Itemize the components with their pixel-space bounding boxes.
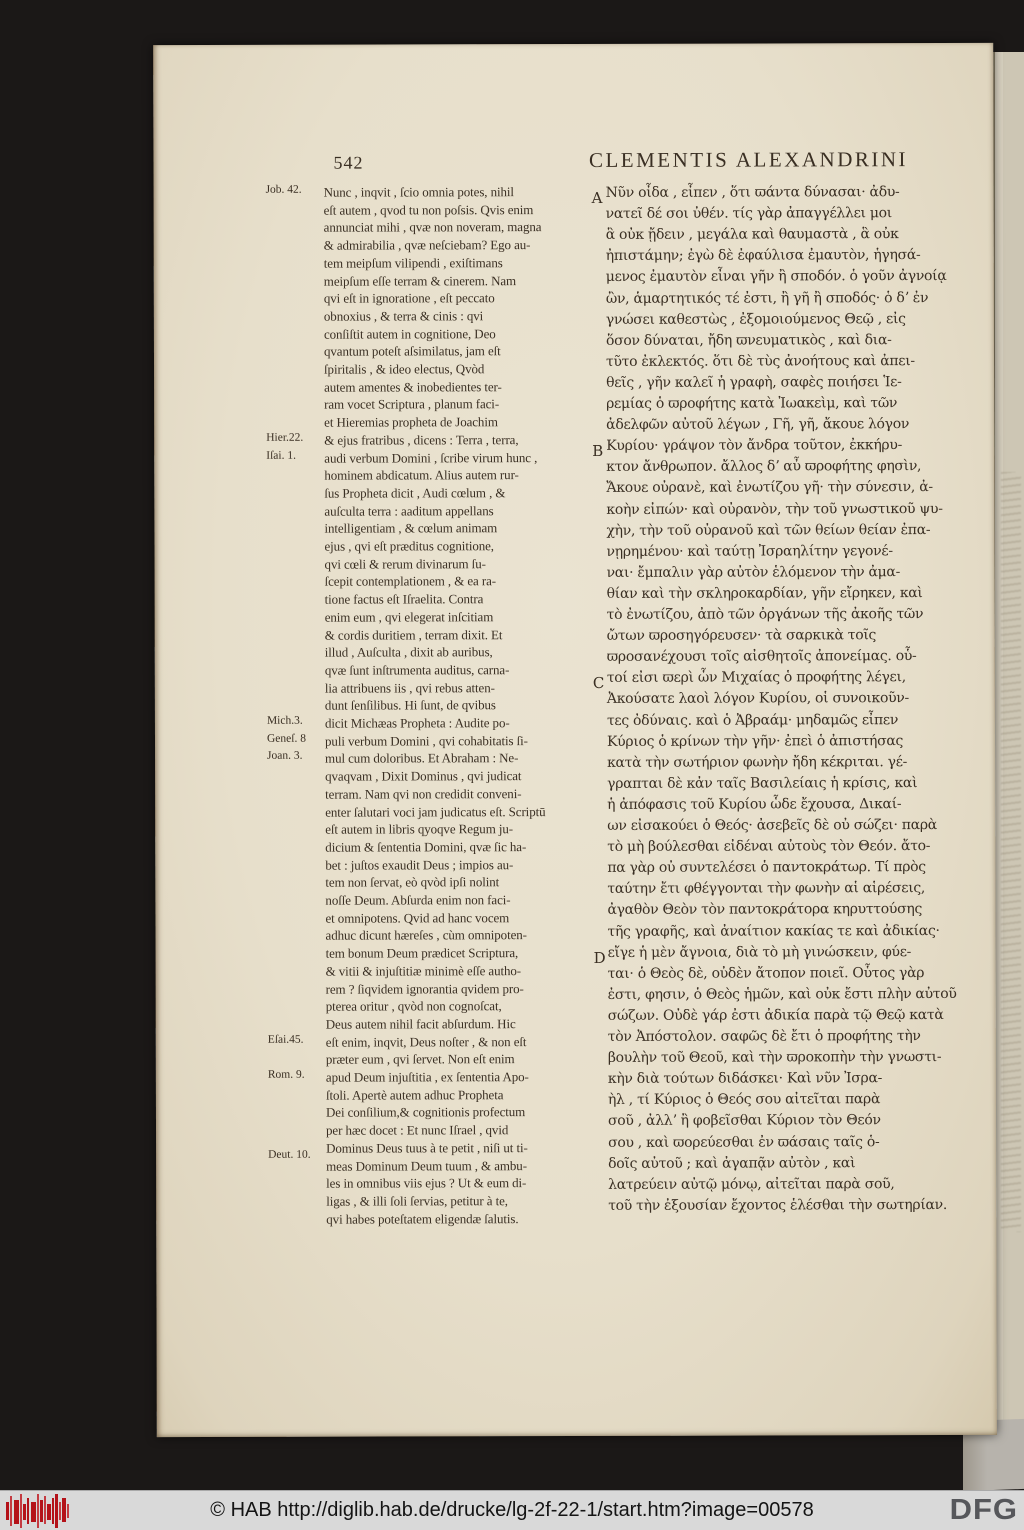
greek-line: ἐστι, φησιν, ὁ Θεὸς ἡμῶν, καὶ οὐκ ἔστι πλὴν αὐτοῦ <box>607 985 957 1003</box>
latin-line: meipſum eſſe terram & cinerem. Nam <box>323 272 517 289</box>
margin-note: Deut. 10. <box>268 1148 311 1161</box>
latin-line: & admirabilia , qvæ neſciebam? Ego au- <box>323 237 531 253</box>
latin-line: ſcepit contemplationem , & ea ra- <box>324 573 497 590</box>
greek-line: κτον ἄνθρωπον. ἄλλος δʼ αὖ ϖροφήτης φησὶν, <box>606 458 922 476</box>
greek-line: κατὰ τὴν σωτήριον φωνὴν ἤδη κέκριται. γέ- <box>607 753 908 771</box>
page-showthrough-texture <box>1001 472 1021 1232</box>
book-fore-edge <box>993 52 1024 1462</box>
latin-line: pterea oritur , qvòd non cognoſcat, <box>325 998 502 1014</box>
greek-line: νῃρημένου· καὶ ταύτῃ Ἰσραηλίτην γεγονέ- <box>606 542 893 560</box>
column-marker: B <box>592 442 604 461</box>
latin-line: autem amentes & inobedientes ter- <box>324 378 502 395</box>
latin-line: lia attribuens iis , qvi rebus atten- <box>324 679 495 696</box>
greek-line: βουλὴν τοῦ Θεοῦ, καὶ τὴν ϖροκοπὴν τὴν γνωστι- <box>607 1049 942 1067</box>
footer-bar <box>0 1490 1024 1530</box>
latin-line: qvi habes poteſtatem eligendæ ſalutis. <box>326 1210 519 1227</box>
latin-line: annunciat mihi , qvæ non noveram, magna <box>323 219 542 236</box>
greek-line: ρεμίας ὁ ϖροφήτης κατὰ Ἰωακεὶμ, καὶ τῶν <box>606 395 898 412</box>
latin-line: ligas , & illi ſoli ſervias, petitur à te, <box>326 1193 508 1209</box>
folio-number: 542 <box>333 152 364 173</box>
greek-line: λατρεύειν αὐτῷ μόνῳ, αἰτεῖται παρὰ σοῦ, <box>608 1175 895 1193</box>
latin-line: ram vocet Scriptura , planum faci- <box>324 396 500 413</box>
latin-line: dicit Michæas Propheta : Audite po- <box>324 715 510 731</box>
greek-line: ταύτην ἔτι φθέγγονται τὴν φωνὴν αἱ αἱρέσεις, <box>607 880 926 898</box>
latin-line: qvaqvam , Dixit Dominus , qvi judicat <box>325 768 522 784</box>
latin-line: eſt autem in libris qyoqve Regum ju- <box>325 821 514 837</box>
greek-line: ὴλ , τί Κύριος ὁ Θεός σου αἰτεῖται παρὰ <box>607 1091 881 1109</box>
greek-line: κοὴν εἰπών· καὶ οὐρανὸν, τὴν τοῦ γνωστικοῦ ψυ- <box>606 500 943 518</box>
latin-line: obnoxius , & terra & cinis : qvi <box>323 308 484 324</box>
latin-line: conſiſtit autem in cognitione, Deo <box>323 325 496 342</box>
greek-line: τὸν Ἀπόστολον. σαφῶς δὲ ἔτι ὁ προφήτης τὴν <box>607 1028 921 1045</box>
greek-line: ται· ὁ Θεὸς δὲ, οὐδὲν ἄτοπον ποιεῖ. Οὗτος γὰρ <box>607 964 925 982</box>
greek-line: νατεῖ δέ σοι ὐθέν. τίς γὰρ ἀπαγγέλλει μοι <box>605 205 892 223</box>
column-marker: D <box>593 948 606 967</box>
latin-line: & ejus fratribus , dicens : Terra , terra, <box>324 431 519 448</box>
greek-line: ϖροσανέχουσι τοῖς αἰσθητοῖς ἀπονείμας. οὗ- <box>606 648 917 666</box>
greek-line: σώζων. Οὐδὲ γάρ ἐστι ἀδικία παρὰ τῷ Θεῷ κατὰ <box>607 1006 944 1024</box>
latin-line: hominem abdicatum. Alius autem rur- <box>324 467 519 483</box>
latin-line: et Hieremias propheta de Joachim <box>324 414 498 430</box>
latin-line: enim eum , qvi elegerat inſcitiam <box>324 609 494 625</box>
latin-line: apud Deum injuſtitia , ex ſententia Apo- <box>325 1069 529 1085</box>
greek-line: μενος ἐμαυτὸν εἶναι γῆν ἢ σποδόν. ὁ γοῦν ἀγνοίᾳ <box>605 268 947 286</box>
latin-line: dicium & ſententia Domini, qvæ ſic ha- <box>325 839 527 855</box>
latin-line: ſtoli. Apertè autem adhuc Propheta <box>325 1086 504 1103</box>
latin-line: Dei conſilium,& cognitionis profectum <box>325 1104 526 1121</box>
margin-note: Geneſ. 8 <box>266 732 306 745</box>
greek-line: γραπται δὲ κἀν ταῖς Βασιλείαις ἡ κρίσις, καὶ <box>607 774 918 792</box>
latin-line: qvantum poteſt aſsimilatus, jam eſt <box>323 343 501 359</box>
latin-line: dunt ſenſilibus. Hi ſunt, de qvibus <box>324 697 496 713</box>
latin-line: tem non ſervat, eò qvòd ipſi nolint <box>325 874 500 890</box>
latin-line: auſculta terra : aaditum appellans <box>324 502 494 519</box>
greek-line: δοῖς αὐτοῦ ; καὶ ἀγαπᾷν αὐτὸν , καὶ <box>608 1154 856 1172</box>
latin-line: Deus autem nihil facit abſurdum. Hic <box>325 1016 516 1032</box>
latin-column <box>324 183 605 1254</box>
latin-line: qvi eſt in ignoratione , eſt peccato <box>323 290 495 306</box>
greek-line: ὤτων ϖροσηγόρευσεν· τὰ σαρκικὰ τοῖς <box>606 627 877 645</box>
latin-line: eſt enim, inqvit, Deus noſter , & non eſt <box>325 1033 527 1050</box>
greek-line: τοῦ τὴν ἐξουσίαν ἔχοντος ἑλέσθαι τὴν σωτηρίαν. <box>608 1196 948 1214</box>
greek-line: τες ὀδύναις. καὶ ὁ Ἀβραάμ· μηδαμῶς εἶπεν <box>606 711 899 729</box>
latin-line: præter eum , qvi ſervet. Non eſt enim <box>325 1051 515 1067</box>
latin-line: terram. Nam qvi non credidit conveni- <box>325 785 522 802</box>
latin-line: adhuc dicunt hæreſes , cùm omnipoten- <box>325 927 527 944</box>
latin-line: Dominus Deus tuus à te petit , niſi ut ti- <box>326 1139 528 1156</box>
latin-line: intelligentiam , & cœlum animam <box>324 520 498 536</box>
greek-line: σοῦ , ἀλλʼ ἢ φοβεῖσθαι Κύριον τὸν Θεόν <box>607 1112 881 1130</box>
greek-line: ὢν, ἁμαρτητικός τέ ἐστι, ἢ γῆ ἢ σποδός· ὁ δʼ ἐν <box>605 289 929 307</box>
greek-line: Κύριος ὁ κρίνων τὴν γῆν· ἐπεὶ ὁ ἀπιστήσας <box>606 732 904 750</box>
greek-line: ων εἰσακούει ὁ Θεός· ἀσεβεῖς δὲ οὐ σώζει· παρὰ <box>607 817 937 834</box>
greek-line: εἴγε ἡ μὲν ἄγνοια, διὰ τὸ μὴ γινώσκειν, φύε- <box>607 943 912 961</box>
latin-line: & vitii & injuſtitiæ minimè eſſe autho- <box>325 962 522 979</box>
latin-line: audi verbum Domini , ſcribe virum hunc , <box>324 449 538 466</box>
latin-line: mul cum doloribus. Et Abraham : Ne- <box>325 750 519 767</box>
greek-line: θεῖς , γῆν καλεῖ ἡ γραφὴ, σαφὲς ποιήσει Ἱε- <box>606 374 902 391</box>
greek-line: χὴν, τὴν τοῦ οὐρανοῦ καὶ τῶν θείων θείαν ἐπα- <box>606 521 931 539</box>
greek-line: σου , καὶ ϖορεύεσθαι ἐν ϖάσαις ταῖς ὁ- <box>608 1133 880 1151</box>
margin-note: Eſai.45. <box>267 1033 304 1046</box>
latin-line: puli verbum Domini , qvi cohabitatis ſi- <box>324 732 528 749</box>
greek-line: ἀγαθὸν Θεὸν τὸν παντοκράτορα κηρυττούσης <box>607 901 922 919</box>
greek-line: γνώσει καθεστὼς , ἐξομοιούμενος Θεῷ , εἰς <box>605 310 906 328</box>
latin-line: per hæc docet : Et nunc Iſrael , qvid <box>326 1122 509 1138</box>
latin-line: meas Dominum Deum tuum , & ambu- <box>326 1157 527 1174</box>
greek-line: ἠπιστάμην; ἐγὼ δὲ ἐφαύλισα ἐμαυτὸν, ἡγησά- <box>605 247 921 265</box>
greek-column <box>606 182 961 1273</box>
greek-line: ναι· ἔμπαλιν γὰρ αὐτὸν ἑλόμενον τὴν ἀμα- <box>606 563 901 581</box>
latin-line: noſſe Deum. Abſurda enim non faci- <box>325 892 511 908</box>
greek-line: τῦτο ἐκλεκτός. ὅτι δὲ τὺς ἀνοήτους καὶ ἀπει- <box>605 352 915 370</box>
latin-line: & cordis duritiem , terram dixit. Et <box>324 626 503 643</box>
greek-line: τὸ ἐνωτίζου, ἀπὸ τῶν ὀργάνων τῆς ἀκοῆς τῶν <box>606 606 924 623</box>
column-marker: A <box>591 188 603 207</box>
book-page <box>153 43 997 1437</box>
greek-line: Κυρίου· γράψον τὸν ἄνδρα τοῦτον, ἐκκήρυ- <box>606 437 903 455</box>
latin-line: rem ? ſiqvidem ignorantia qvidem pro- <box>325 980 524 997</box>
greek-line: ἀδελφῶν αὐτοῦ λέγων , Γῆ, γῆ, ἄκουε λόγον <box>606 416 910 434</box>
latin-line: tione factus eſt Iſraelita. Contra <box>324 591 484 607</box>
greek-line: ἡ ἀπόφασις τοῦ Κυρίου ὧδε ἔχουσα, Δικαί- <box>607 796 902 813</box>
greek-line: πα γὰρ οὐ συντελέσει ὁ παντοκράτωρ. Τί πρὸς <box>607 859 926 877</box>
greek-line: Ἄκουε οὐρανὲ, καὶ ἐνωτίζου γῆ· τὴν σύνεσιν, ἀ- <box>606 479 933 497</box>
column-marker: C <box>592 674 605 693</box>
latin-line: ſus Propheta dicit , Audi cœlum , & <box>324 485 506 501</box>
greek-line: τοί εἰσι ϖερὶ ὧν Μιχαίας ὁ προφήτης λέγει, <box>606 669 906 687</box>
margin-note: Job. 42. <box>265 183 302 196</box>
margin-note: Iſai. 1. <box>266 449 296 462</box>
latin-line: tem bonum Deum prædicet Scriptura, <box>325 945 519 961</box>
latin-line: ejus , qvi eſt præditus cognitione, <box>324 538 494 554</box>
latin-line: illud , Auſculta , dixit ab auribus, <box>324 644 493 660</box>
greek-line: ὅσον δύναται, ἤδη ϖνευματικὸς , καὶ δια- <box>605 331 892 349</box>
greek-line: θίαν καὶ τὴν σκληροκαρδίαν, γῆν εἴρηκεν, καὶ <box>606 584 923 602</box>
latin-line: et omnipotens. Qvid ad hanc vocem <box>325 909 510 926</box>
greek-line: ἃ οὐκ ᾔδειν , μεγάλα καὶ θαυμαστὰ , ἃ οὐκ <box>605 226 899 244</box>
greek-line: Νῦν οἶδα , εἶπεν , ὅτι ϖάντα δύνασαι· ἀδυ- <box>605 184 900 201</box>
latin-line: bet : juſtos exaudit Deus ; impios au- <box>325 856 514 873</box>
latin-line: qvæ ſunt inſtrumenta auditus, carna- <box>324 662 510 678</box>
margin-note: Hier.22. <box>266 431 304 444</box>
margin-note: Rom. 9. <box>267 1068 305 1081</box>
greek-line: κὴν διὰ τούτων διδάσκει· Καὶ νῦν Ἰσρα- <box>607 1070 883 1088</box>
latin-line: eſt autem , qvod tu non poſsis. Qvis enim <box>323 201 534 218</box>
latin-line: enter ſalutari voci jam judicatus eſt. Scriptū <box>325 803 546 820</box>
dfg-logo: DFG <box>949 1493 1018 1526</box>
margin-note: Mich.3. <box>266 714 303 727</box>
greek-line: Ἀκούσατε λαοὶ λόγον Κυρίου, οἱ συνοικοῦν- <box>606 690 909 708</box>
latin-line: tem meipſum vilipendi , exiſtimans <box>323 254 503 271</box>
margin-note: Joan. 3. <box>267 750 303 763</box>
latin-line: ſpiritalis , & ideo electus, Qvòd <box>324 361 485 377</box>
running-title: CLEMENTIS ALEXANDRINI <box>588 147 909 172</box>
greek-line: τὸ μὴ βούλεσθαι εἰδέναι αὐτοὺς τὸν Θεόν. ἄτο- <box>607 838 931 856</box>
latin-line: les in omnibus viis ejus ? Ut & eum di- <box>326 1175 527 1191</box>
greek-line: τῆς γραφῆς, καὶ ἀναίτιον κακίας τε καὶ ἀδικίας· <box>607 922 940 940</box>
latin-line: qvi cœli & rerum divinarum ſu- <box>324 555 486 572</box>
latin-line: Nunc , inqvit , ſcio omnia potes, nihil <box>323 184 514 200</box>
footer-copyright-url: © HAB http://diglib.hab.de/drucke/lg-2f-22-1/start.htm?image=00578 <box>210 1499 814 1521</box>
